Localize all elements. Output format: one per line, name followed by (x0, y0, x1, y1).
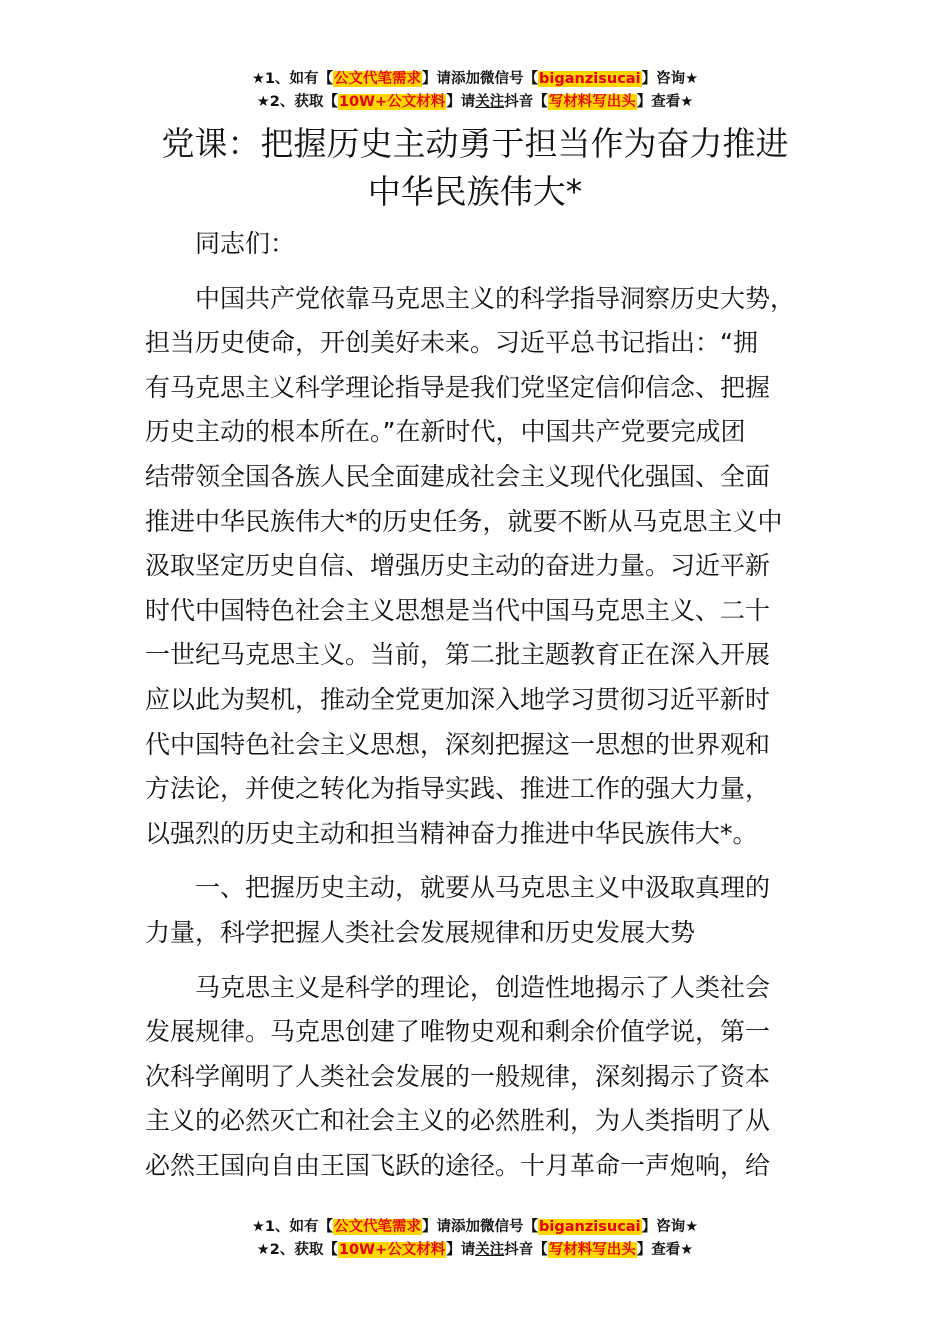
text-line: 必然王国向自由王国飞跃的途径。十月革命一声炮响，给 (145, 1150, 771, 1180)
text-line: 代中国特色社会主义思想，深刻把握这一思想的世界观和 (145, 729, 771, 759)
banner-text: 】请 (422, 71, 452, 87)
banner-emphasis: 添加 (451, 71, 481, 87)
text-line: 担当历史使命，开创美好未来。习近平总书记指出：“拥 (145, 328, 758, 358)
banner-line-1 (0, 68, 950, 91)
banner-highlight: biganzisucai (539, 1219, 641, 1235)
banner-highlight: 公文代笔需求 (334, 1219, 422, 1235)
text-line: 次科学阐明了人类社会发展的一般规律，深刻揭示了资本 (145, 1061, 771, 1091)
text-line: 发展规律。马克思创建了唯物史观和剩余价值学说，第一 (145, 1017, 771, 1047)
text-line: 同志们： (195, 229, 296, 258)
text-line: 力量，科学把握人类社会发展规律和历史发展大势 (145, 917, 696, 947)
text-line: 有马克思主义科学理论指导是我们党坚定信仰信念、把握 (145, 372, 771, 402)
banner-text: 】请 (446, 1242, 476, 1258)
banner-text: 微信号【 (480, 1219, 539, 1235)
text-line: 方法论，并使之转化为指导实践、推进工作的强大力量， (145, 774, 771, 804)
banner-text: 微信号【 (480, 71, 539, 87)
title-line: 中华民族伟大* (367, 172, 583, 211)
banner-text: 】请 (446, 94, 476, 110)
text-line: 汲取坚定历史自信、增强历史主动的奋进力量。习近平新 (145, 551, 771, 581)
footer-ad-banner (0, 1216, 950, 1262)
title-line: 党课：把握历史主动勇于担当作为奋力推进 (161, 124, 789, 163)
banner-text: 】咨询★ (641, 1219, 699, 1235)
banner-highlight: 公文代笔需求 (334, 71, 422, 87)
banner-text: 】查看★ (636, 1242, 694, 1258)
text-line: 主义的必然灭亡和社会主义的必然胜利，为人类指明了从 (145, 1106, 771, 1136)
text-line: 时代中国特色社会主义思想是当代中国马克思主义、二十 (145, 595, 771, 625)
banner-text: 抖音【 (504, 1242, 548, 1258)
banner-text: 】查看★ (636, 94, 694, 110)
intro-paragraph (145, 277, 825, 857)
banner-highlight: 10W+公文材料 (338, 1242, 446, 1258)
banner-highlight: 写材料写出头 (548, 1242, 636, 1258)
banner-emphasis: 添加 (451, 1219, 481, 1235)
banner-text: ★1、如有【 (251, 71, 334, 87)
text-line: 以强烈的历史主动和担当精神奋力推进中华民族伟大*。 (145, 818, 758, 848)
banner-line-2 (0, 1239, 950, 1262)
text-line: 历史主动的根本所在。”在新时代，中国共产党要完成团 (145, 417, 746, 447)
banner-text: 】请 (422, 1219, 452, 1235)
text-line: 推进中华民族伟大*的历史任务，就要不断从马克思主义中 (145, 506, 783, 536)
text-line: 一、把握历史主动，就要从马克思主义中汲取真理的 (195, 873, 771, 903)
text-line: 马克思主义是科学的理论，创造性地揭示了人类社会 (195, 972, 771, 1002)
banner-highlight: 10W+公文材料 (338, 94, 446, 110)
text-line: 一世纪马克思主义。当前，第二批主题教育正在深入开展 (145, 640, 771, 670)
banner-text: 】咨询★ (641, 71, 699, 87)
banner-line-1 (0, 1216, 950, 1239)
banner-emphasis: 关注 (475, 94, 505, 110)
banner-highlight: biganzisucai (539, 71, 641, 87)
text-line: 结带领全国各族人民全面建成社会主义现代化强国、全面 (145, 461, 771, 491)
text-line: 应以此为契机，推动全党更加深入地学习贯彻习近平新时 (145, 684, 771, 714)
document-title (60, 120, 890, 216)
banner-text: ★2、获取【 (256, 94, 338, 110)
banner-text: ★1、如有【 (251, 1219, 334, 1235)
section-heading-paragraph (145, 866, 825, 955)
banner-line-2 (0, 91, 950, 114)
document-body (145, 222, 825, 1198)
banner-text: ★2、获取【 (256, 1242, 338, 1258)
header-ad-banner (0, 68, 950, 114)
banner-text: 抖音【 (504, 94, 548, 110)
banner-emphasis: 关注 (475, 1242, 505, 1258)
body-paragraph (145, 966, 825, 1189)
text-line: 中国共产党依靠马克思主义的科学指导洞察历史大势， (195, 283, 796, 313)
banner-highlight: 写材料写出头 (548, 94, 636, 110)
salutation-paragraph (145, 222, 825, 267)
